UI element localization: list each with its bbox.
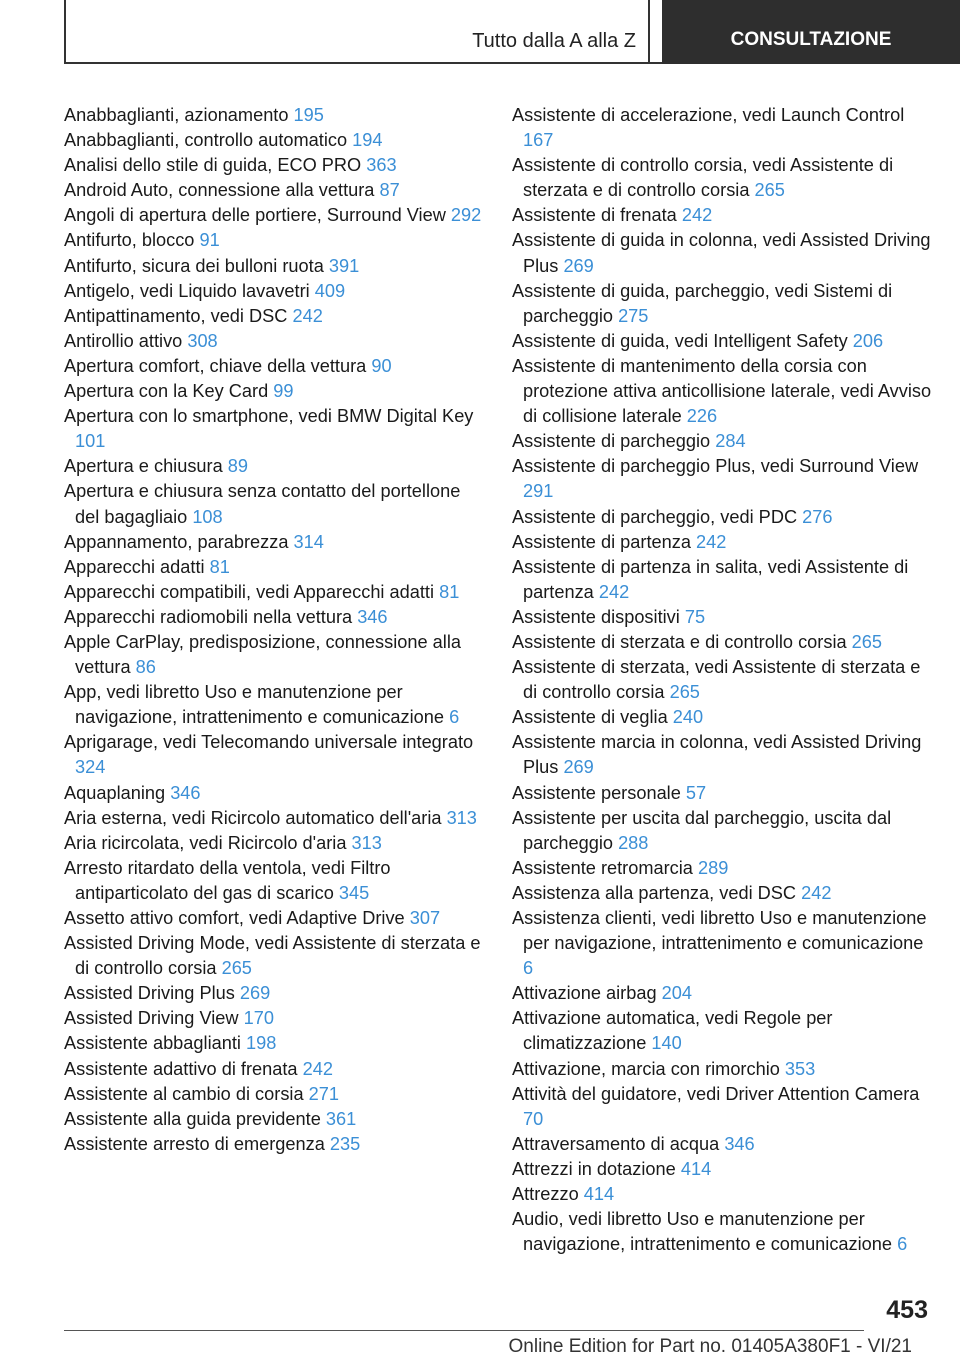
index-entry-text: Assistente di partenza in salita, vedi Assistente di partenza [512,556,909,602]
chapter-tab-label: CONSULTAZIONE [730,29,892,50]
index-entry [512,655,932,705]
page-link[interactable]: 363 [366,155,397,176]
index-entry [64,379,486,404]
page-link[interactable]: 6 [523,958,534,979]
page-link[interactable]: 91 [199,230,220,251]
page-link[interactable]: 291 [523,481,554,502]
page-link[interactable]: 265 [669,682,700,703]
index-entry [64,856,486,906]
index-entry-text: Attivazione, marcia con rimorchio [512,1058,785,1079]
index-entry-text: Assisted Driving Plus [64,983,240,1004]
index-entry-text: Assistente per uscita dal parcheggio, uscita dal parcheggio [512,807,892,853]
index-entry-text: Arresto ritardato della ventola, vedi Filtro antiparticolato del gas di scarico [64,857,391,903]
index-entry-text: Assistente adattivo di frenata [64,1058,303,1079]
index-entry [64,128,486,153]
index-entry-text: Appannamento, parabrezza [64,531,294,552]
page-link[interactable]: 226 [686,406,718,427]
page-link[interactable]: 353 [784,1058,816,1079]
index-entry-text: Angoli di apertura delle portiere, Surround View [64,205,451,226]
page-link[interactable]: 242 [696,531,727,552]
index-entry [64,228,486,253]
index-entry [64,1132,486,1157]
index-entry [64,454,486,479]
page-link[interactable]: 81 [209,556,230,577]
index-entry-text: Assisted Driving Mode, vedi Assistente di sterzata e di controllo corsia [64,933,481,979]
page-link[interactable]: 409 [314,280,346,301]
index-entry-text: Assetto attivo comfort, vedi Adaptive Drive [64,908,410,928]
index-entry [64,781,486,806]
page-link[interactable]: 198 [246,1033,277,1054]
index-entry-text: Attività del guidatore, vedi Driver Attention Camera [512,1083,920,1104]
index-entry-text: Antirollio attivo [64,330,188,351]
page-link[interactable]: 140 [651,1033,682,1054]
index-entry [512,1132,932,1157]
page-link[interactable]: 269 [563,757,594,778]
index-entry [512,981,932,1006]
index-entry-text: Analisi dello stile di guida, ECO PRO [64,155,367,176]
index-entry-text: Apple CarPlay, predisposizione, connessione alla vettura [64,631,461,678]
index-entry [64,555,486,580]
index-entry-text: Assistente arresto di emergenza [64,1133,330,1154]
index-entry-text: Assistente marcia in colonna, vedi Assisted Driving Plus [512,732,922,778]
index-entry-text: Antifurto, sicura dei bulloni ruota [64,255,329,276]
index-entry [512,881,932,906]
index-entry [64,404,486,454]
index-entry-text: Anabbaglianti, controllo automatico [64,130,353,151]
index-entry [512,1207,932,1257]
index-entry [64,580,486,605]
index-entry [512,530,932,555]
index-entry-text: Aria ricircolata, vedi Ricircolo d'aria [64,832,352,853]
index-entry [64,1006,486,1031]
index-entry-text: Assistente di veglia [512,707,673,728]
index-entry-text: Audio, vedi libretto Uso e manutenzione per navigazione, intrattenimento e comunicazione [512,1209,898,1255]
page-link[interactable]: 242 [292,305,323,326]
index-entry-text: Assistente di guida, parcheggio, vedi Sistemi di parcheggio [512,280,893,326]
index-entry-text: Assistente dispositivi [512,606,685,627]
page-link[interactable]: 346 [357,606,388,627]
page-link[interactable]: 391 [328,255,360,276]
index-entry-text: Android Auto, connessione alla vettura [64,180,380,201]
page-link[interactable]: 269 [239,983,271,1004]
page-link[interactable]: 89 [227,456,249,477]
index-entry [512,856,932,881]
page-link[interactable]: 308 [187,330,218,351]
page-link[interactable]: 206 [852,330,884,351]
index-entry [512,781,932,806]
page-link[interactable]: 345 [338,882,370,903]
index-entry [512,153,932,203]
page-link[interactable]: 313 [351,832,382,853]
index-entry [512,705,932,730]
page-link[interactable]: 289 [697,857,729,878]
index-entry [512,1082,932,1132]
page-link[interactable]: 99 [273,381,294,402]
index-entry-text: Attraversamento di acqua [512,1133,725,1154]
index-entry [512,505,932,530]
index-entry-text: Aria esterna, vedi Ricircolo automatico dell'aria [64,807,447,828]
page-link[interactable]: 57 [685,782,707,803]
page-link[interactable]: 242 [681,205,713,226]
index-entry [64,605,486,630]
index-entry [64,906,486,931]
page-link[interactable]: 242 [598,581,630,602]
index-entry-text: Assistente di mantenimento della corsia con protezione attiva anticollisione laterale, vedi Avviso di collisione laterale [512,355,932,427]
page-link[interactable]: 265 [851,631,883,652]
index-entry-text: App, vedi libretto Uso e manutenzione per navigazione, intrattenimento e comunicazione [64,682,450,728]
index-entry [64,103,486,128]
index-entry [512,730,932,780]
index-entry [64,178,486,203]
page-link[interactable]: 414 [583,1184,615,1205]
index-entry-text: Assisted Driving View [64,1008,244,1029]
index-entry-text: Antipattinamento, vedi DSC [64,305,293,326]
index-entry [64,1031,486,1056]
index-entry [512,906,932,981]
page-link[interactable]: 414 [680,1158,712,1179]
page-link[interactable]: 235 [329,1133,361,1154]
index-entry-text: Assistente di sterzata, vedi Assistente di sterzata e di controllo corsia [512,657,921,703]
page-link[interactable]: 314 [293,531,324,552]
index-entry-text: Attivazione automatica, vedi Regole per climatizzazione [512,1008,833,1054]
index-entry-text: Assistente al cambio di corsia [64,1083,309,1104]
index-entry-text: Apertura con la Key Card [64,381,274,402]
index-entry [64,1082,486,1107]
index-entry [64,730,486,780]
index-entry-text: Assistente alla guida previdente [64,1108,326,1129]
index-entry [64,530,486,555]
index-entry [64,1107,486,1132]
page-link[interactable]: 271 [308,1083,339,1104]
index-entry [64,329,486,354]
index-entry-text: Attivazione airbag [512,983,662,1004]
index-entry-text: Assistente di guida in colonna, vedi Assisted Driving Plus [512,230,931,276]
page-link[interactable]: 75 [684,606,706,627]
page-link[interactable]: 242 [801,882,832,903]
index-entry [64,354,486,379]
page-link[interactable]: 269 [563,255,594,276]
index-entry-text: Assistente retromarcia [512,857,698,878]
index-entry [512,429,932,454]
page-link[interactable]: 242 [302,1058,333,1079]
page-link[interactable]: 6 [449,707,460,728]
index-entry-text: Aprigarage, vedi Telecomando universale integrato [64,732,474,753]
index-entry [64,831,486,856]
page-link[interactable]: 90 [371,355,392,376]
index-entry [512,555,932,605]
index-entry-text: Antifurto, blocco [64,230,200,251]
index-entry-text: Apparecchi adatti [64,556,210,577]
page-link[interactable]: 307 [409,908,441,928]
index-entry [512,630,932,655]
index-entry [64,1057,486,1082]
index-entry-text: Aquaplaning [64,782,171,803]
index-entry [64,479,486,529]
page-link[interactable]: 284 [715,431,746,452]
index-entry-text: Apertura e chiusura senza contatto del portellone del bagagliaio [64,481,461,527]
index-entry-text: Apparecchi radiomobili nella vettura [64,606,358,627]
page-link[interactable]: 108 [192,506,223,527]
index-column-right [512,103,932,1257]
index-entry-text: Assistente di controllo corsia, vedi Assistente di sterzata e di controllo corsia [512,155,894,201]
footer-rule [64,1330,864,1331]
index-entry-text: Assistenza alla partenza, vedi DSC [512,882,802,903]
page-link[interactable]: 346 [724,1133,755,1154]
page-link[interactable]: 6 [897,1234,908,1255]
page-link[interactable]: 276 [802,506,833,527]
header-rule-mid [648,0,650,64]
page-link[interactable]: 292 [450,205,482,226]
index-entry-text: Assistente abbaglianti [64,1033,246,1054]
index-entry [512,279,932,329]
index-entry-text: Assistente di guida, vedi Intelligent Safety [512,330,853,351]
page-link[interactable]: 240 [672,707,704,728]
index-entry-text: Assistente di parcheggio Plus, vedi Surround View [512,456,919,477]
index-entry-text: Assistente di partenza [512,531,696,552]
page-link[interactable]: 194 [352,130,383,151]
index-entry [64,304,486,329]
index-entry [64,931,486,981]
index-entry [512,1057,932,1082]
index-entry-text: Apertura e chiusura [64,456,228,477]
index-entry-text: Antigelo, vedi Liquido lavavetri [64,280,315,301]
page-link[interactable]: 195 [293,105,324,125]
index-entry [64,203,486,228]
index-entry [512,354,932,429]
header-rule-left [64,0,66,64]
header-rule-bottom [64,62,662,64]
index-entry [64,254,486,279]
index-entry-text: Attrezzo [512,1184,584,1205]
page-link[interactable]: 81 [439,581,460,602]
index-entry [512,1182,932,1207]
index-entry [512,103,932,153]
index-entry-text: Anabbaglianti, azionamento [64,105,294,125]
index-entry-text: Assistente di frenata [512,205,682,226]
edition-note: Online Edition for Part no. 01405A380F1 - VI/21 [508,1336,912,1357]
index-entry [512,605,932,630]
page-link[interactable]: 86 [135,657,156,678]
index-entry-text: Assistente di parcheggio, vedi PDC [512,506,803,527]
page-link[interactable]: 275 [618,305,649,326]
index-entry [64,680,486,730]
index-entry-text: Attrezzi in dotazione [512,1158,681,1179]
page-link[interactable]: 101 [75,431,106,452]
index-entry [64,806,486,831]
page-link[interactable]: 324 [75,757,106,778]
index-entry [64,630,486,680]
index-entry [512,1006,932,1056]
section-title: Tutto dalla A alla Z [472,30,636,52]
page-link[interactable]: 70 [523,1108,544,1129]
page-link[interactable]: 170 [243,1008,274,1029]
page-link[interactable]: 204 [661,983,692,1004]
index-entry-text: Apertura con lo smartphone, vedi BMW Digital Key [64,406,474,427]
index-entry [512,329,932,354]
index-entry [64,153,486,178]
index-entry-text: Assistente personale [512,782,686,803]
page-link[interactable]: 87 [379,180,400,201]
index-entry [512,228,932,278]
page-link[interactable]: 346 [170,782,201,803]
page-link[interactable]: 313 [446,807,477,828]
page-link[interactable]: 167 [523,130,554,151]
index-entry-text: Assistente di parcheggio [512,431,716,452]
page-link[interactable]: 361 [325,1108,357,1129]
index-entry-text: Assistente di sterzata e di controllo corsia [512,631,852,652]
page-link[interactable]: 265 [754,180,785,201]
index-entry [512,203,932,228]
index-entry-text: Apparecchi compatibili, vedi Apparecchi adatti [64,581,440,602]
index-entry [64,279,486,304]
index-entry [64,981,486,1006]
page-link[interactable]: 265 [221,958,252,979]
page-number: 453 [886,1296,928,1324]
page-link[interactable]: 288 [618,832,649,853]
index-entry-text: Assistenza clienti, vedi libretto Uso e manutenzione per navigazione, intrattenimento e comunicazione [512,908,927,954]
chapter-tab[interactable] [662,0,960,64]
index-entry [512,454,932,504]
index-entry-text: Apertura comfort, chiave della vettura [64,355,372,376]
index-entry-text: Assistente di accelerazione, vedi Launch Control [512,105,905,125]
index-entry [512,806,932,856]
index-entry [512,1157,932,1182]
index-column-left [64,103,486,1157]
